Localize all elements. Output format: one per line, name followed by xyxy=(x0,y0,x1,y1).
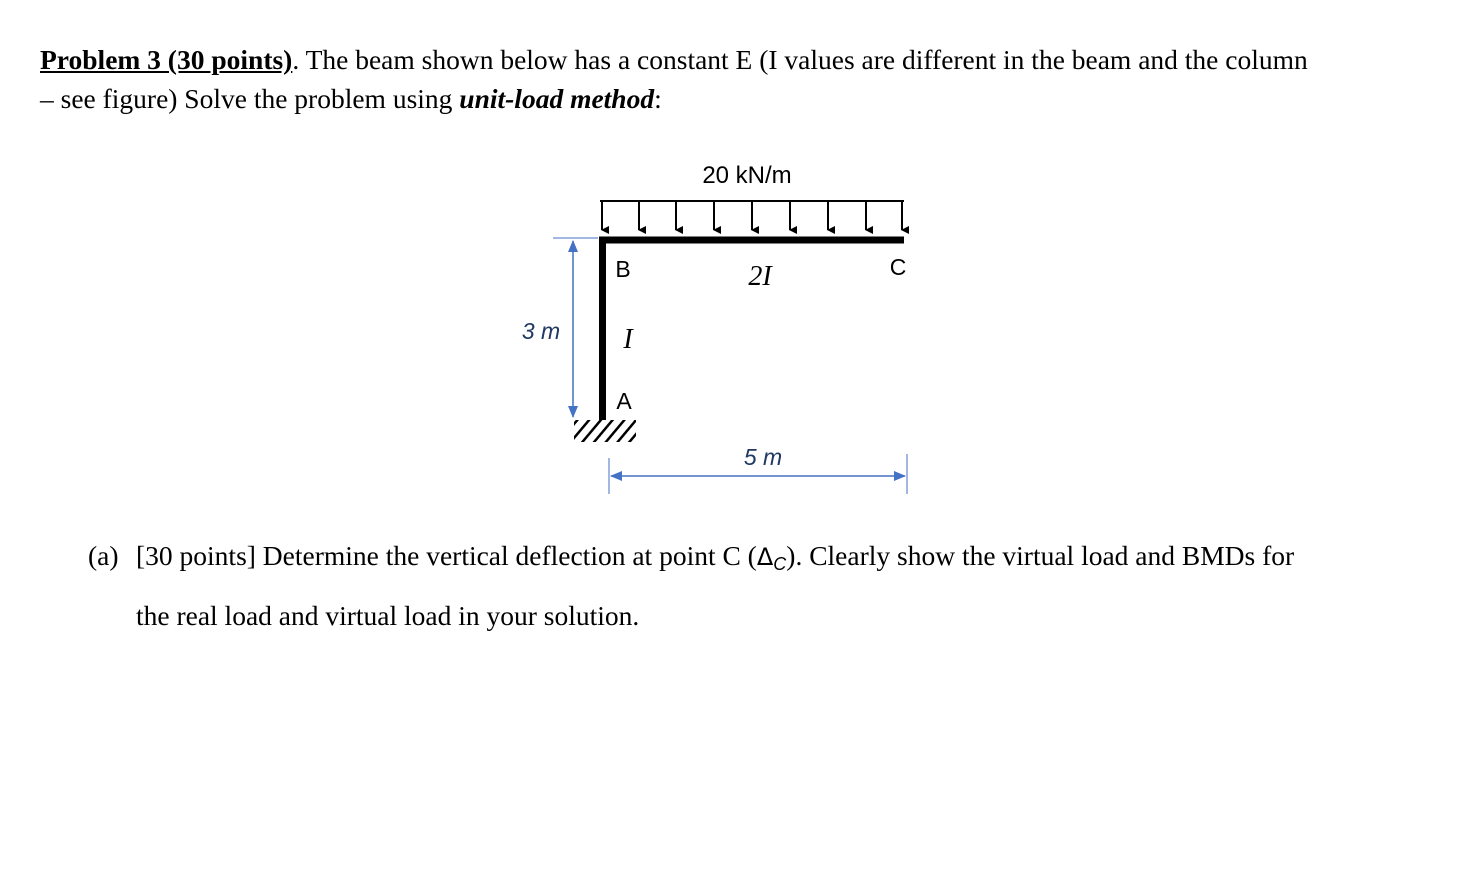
problem-intro-line1: . The beam shown below has a constant E (I values are different in the beam and the column xyxy=(292,44,1308,75)
height-dimension-label: 3 m xyxy=(521,318,561,344)
part-a-line2: the real load and virtual load in your solution. xyxy=(136,600,640,631)
column-stiffness-label: I xyxy=(623,324,633,355)
load-label: 20 kN/m xyxy=(702,162,792,189)
part-a xyxy=(88,530,1408,642)
fixed-support xyxy=(574,420,636,442)
point-a-label: A xyxy=(616,388,632,414)
delta-subscript: C xyxy=(773,554,787,574)
method-name: unit-load method xyxy=(459,83,655,114)
colon: : xyxy=(654,83,662,114)
span-dimension-label: 5 m xyxy=(743,444,783,470)
point-b-label: B xyxy=(615,256,631,282)
part-a-text-before: [30 points] Determine the vertical deflection at point C ( xyxy=(136,540,757,571)
part-a-text-after: ). Clearly show the virtual load and BMDs for xyxy=(786,540,1295,571)
beam-stiffness-label: 2I xyxy=(748,261,772,292)
part-a-label: (a) xyxy=(88,540,119,571)
distributed-load-arrows xyxy=(602,201,902,230)
problem-intro-line2: – see figure) Solve the problem using xyxy=(40,83,460,114)
delta-symbol: Δ xyxy=(756,543,774,571)
problem-heading: Problem 3 (30 points) xyxy=(40,44,293,75)
point-c-label: C xyxy=(889,254,907,280)
